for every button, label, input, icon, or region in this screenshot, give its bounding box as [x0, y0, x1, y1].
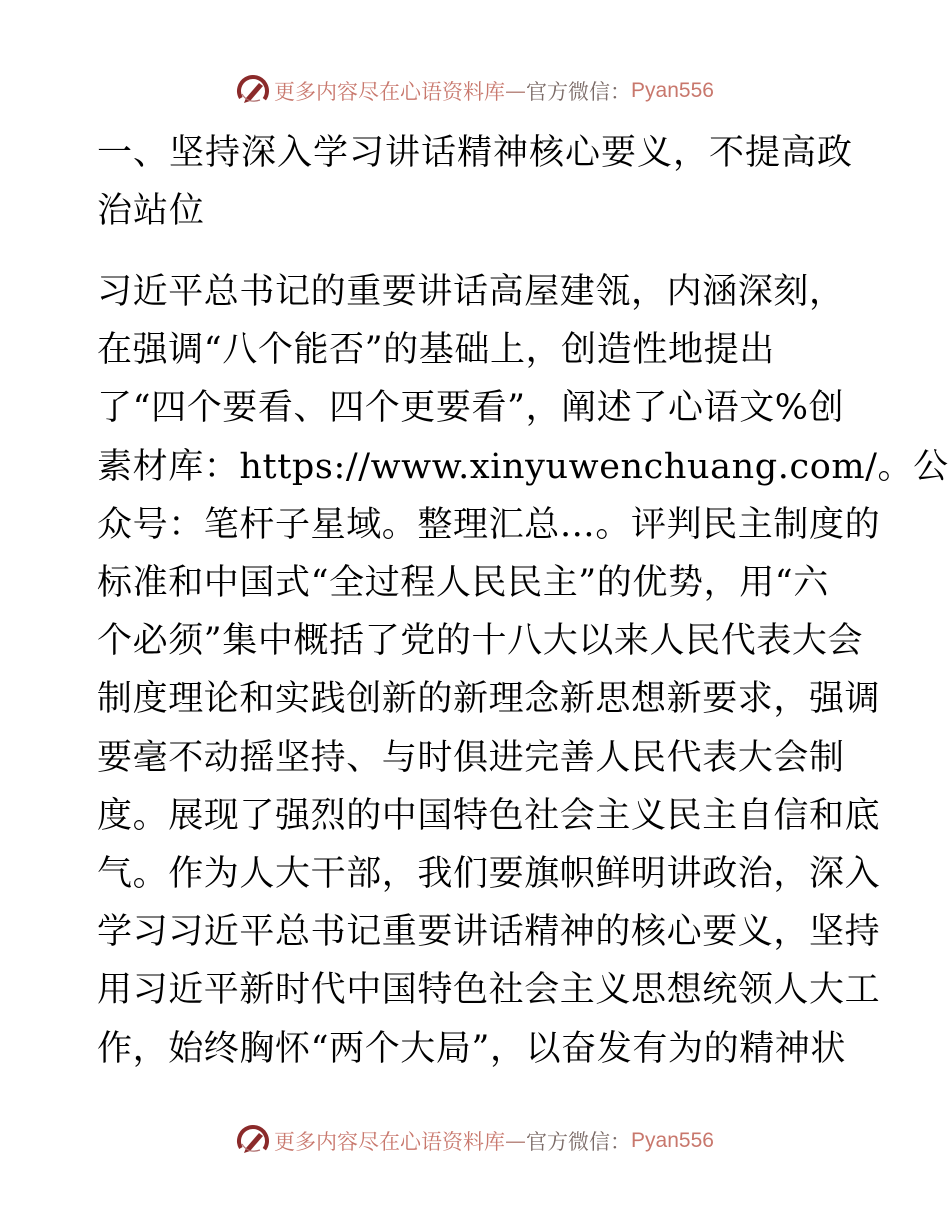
body-paragraph [97, 263, 949, 1078]
pen-logo-icon [236, 74, 270, 108]
heading-line: 治站位 [97, 191, 206, 231]
paragraph-line: 习近平总书记的重要讲话高屋建瓴，内涵深刻， [97, 272, 845, 312]
paragraph-line: 众号：笔杆子星域。整理汇总…。评判民主制度的 [97, 504, 881, 545]
watermark-separator: — [505, 1129, 527, 1153]
document-body [97, 124, 949, 1078]
watermark-brand-text: 更多内容尽在心语资料库 [274, 1130, 506, 1154]
paragraph-line: 标准和中国式“全过程人民民主”的优势，用“六 [97, 563, 829, 604]
footer-watermark-banner [0, 1121, 950, 1161]
paragraph-line: 气。作为人大干部，我们要旗帜鲜明讲政治，深入 [97, 854, 881, 895]
paragraph-line: 度。展现了强烈的中国特色社会主义民主自信和底 [97, 795, 881, 836]
pen-logo-icon [236, 1124, 270, 1158]
paragraph-line: 要毫不动摇坚持、与时俱进完善人民代表大会制 [97, 737, 845, 778]
paragraph-line: 作，始终胸怀“两个大局”，以奋发有为的精神状 [97, 1028, 846, 1069]
paragraph-line: 制度理论和实践创新的新理念新思想新要求，强调 [97, 679, 881, 720]
paragraph-line: 素材库：https://www.xinyuwenchuang.com/。公 [97, 446, 949, 487]
heading-line: 一、坚持深入学习讲话精神核心要义，不提高政 [97, 133, 854, 173]
watermark-wechat-id: Pyan556 [631, 79, 714, 102]
paragraph-line: 了“四个要看、四个更要看”，阐述了心语文%创 [97, 388, 845, 429]
watermark-wechat-label: 官方微信： [526, 80, 632, 104]
watermark-brand-text: 更多内容尽在心语资料库 [274, 80, 506, 104]
paragraph-line: 个必须”集中概括了党的十八大以来人民代表大会 [97, 621, 864, 662]
paragraph-line: 在强调“八个能否”的基础上，创造性地提出 [97, 330, 775, 371]
watermark-separator: — [505, 79, 527, 103]
header-watermark-banner [0, 71, 950, 111]
watermark-wechat-label: 官方微信： [526, 1130, 632, 1154]
section-heading [97, 124, 857, 240]
paragraph-line: 学习习近平总书记重要讲话精神的核心要义，坚持 [97, 912, 881, 953]
paragraph-line: 用习近平新时代中国特色社会主义思想统领人大工 [97, 970, 881, 1011]
watermark-wechat-id: Pyan556 [631, 1129, 714, 1152]
